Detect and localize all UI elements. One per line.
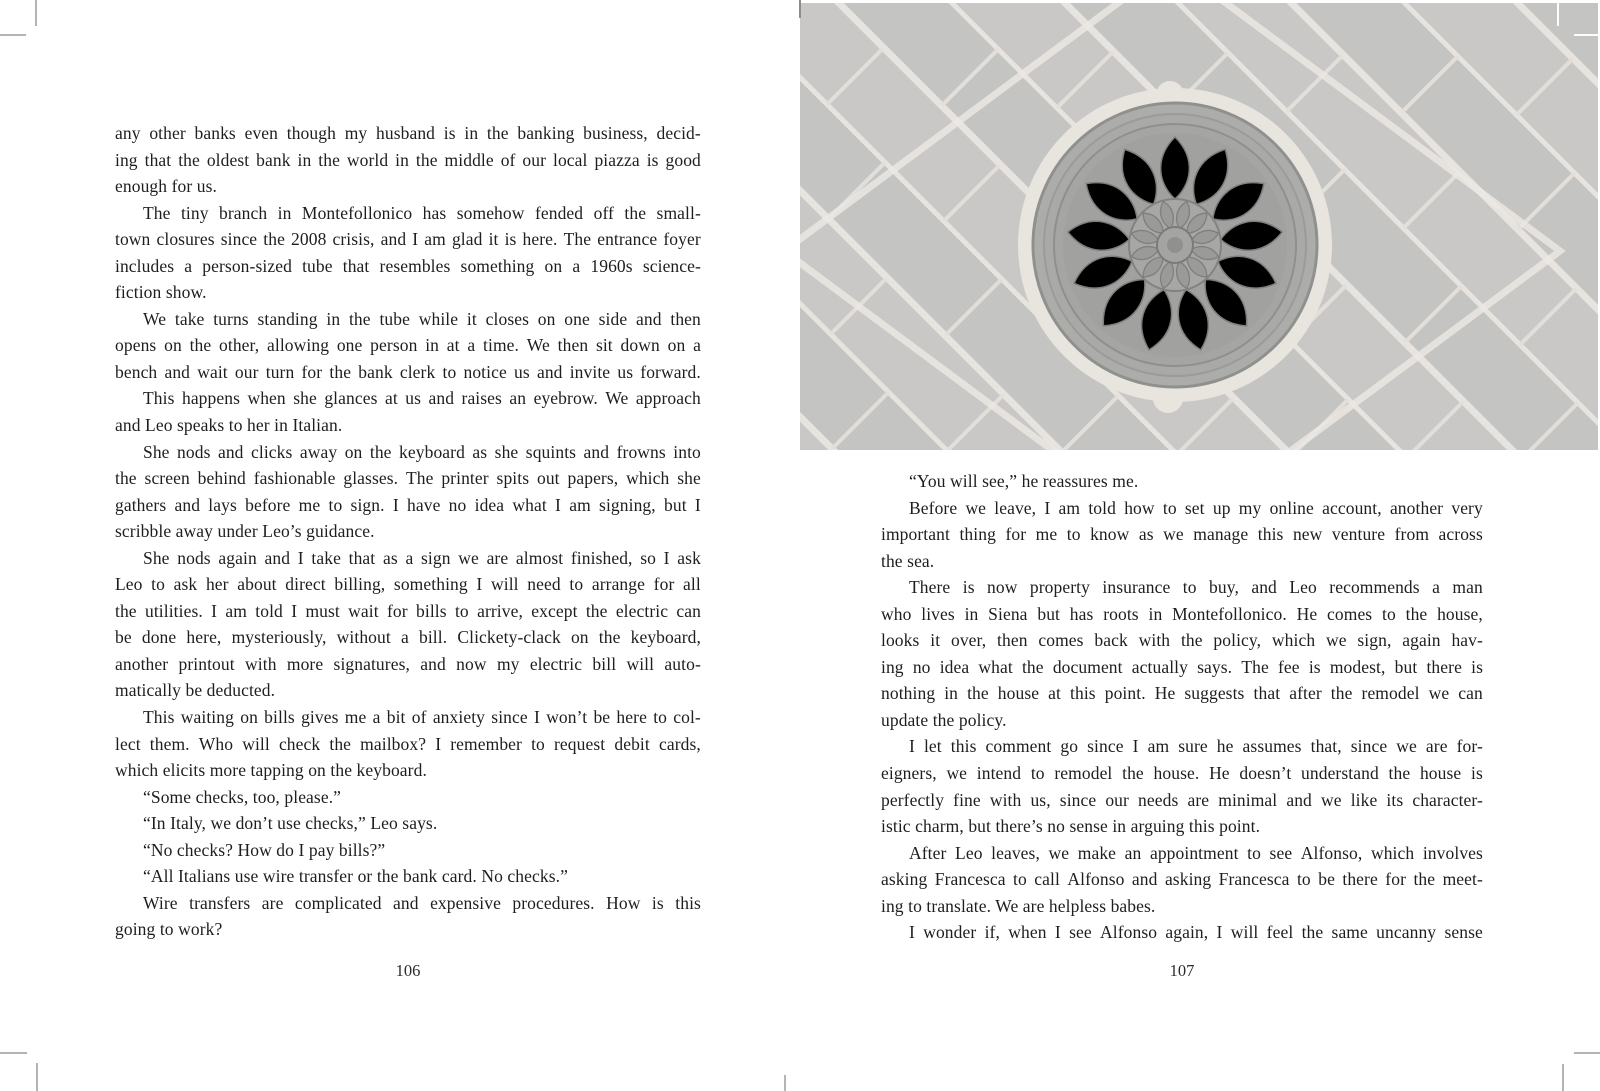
crop-mark-bottom-right-h (1574, 1052, 1600, 1054)
text-line: After Leo leaves, we make an appointment to see Alfonso, which involves (909, 842, 1483, 863)
text-line: ing that the oldest bank in the world in the middle of our local piazza is good (115, 149, 701, 170)
text-line: She nods and clicks away on the keyboard as she squints and frowns into (143, 441, 701, 462)
text-line: perfectly fine with us, since our needs are minimal and we like its character- (881, 789, 1483, 810)
text-line: “You will see,” he reassures me. (909, 471, 1139, 491)
text-line: She nods again and I take that as a sign we are almost finished, so I ask (143, 547, 701, 568)
crop-mark-bottom-center (784, 1075, 786, 1091)
text-line: The tiny branch in Montefollonico has somehow fended off the small- (143, 202, 701, 223)
text-line: going to work? (115, 919, 223, 940)
text-line: We take turns standing in the tube while it closes on one side and then (143, 308, 701, 329)
text-line: the sea. (881, 550, 935, 571)
text-line: be done here, mysteriously, without a bill. Clickety-clack on the keyboard, (115, 627, 701, 648)
text-line: any other banks even though my husband is in the banking business, decid- (115, 123, 701, 143)
text-line: Wire transfers are complicated and expensive procedures. How is this (143, 892, 701, 913)
text-line: “All Italians use wire transfer or the bank card. No checks.” (143, 866, 568, 887)
text-line: istic charm, but there’s no sense in arguing this point. (881, 816, 1261, 837)
text-line: “Some checks, too, please.” (143, 786, 342, 807)
text-line: the utilities. I am told I must wait for bills to arrive, except the electric can (115, 600, 701, 621)
crop-mark-top-right-h (1574, 34, 1600, 36)
crop-mark-top-left-v (35, 0, 37, 26)
text-line: Before we leave, I am told how to set up my online account, another very (909, 497, 1483, 518)
text-line: looks it over, then comes back with the policy, which we sign, again hav- (881, 630, 1483, 651)
text-line: eigners, we intend to remodel the house. He doesn’t understand the house is (881, 763, 1483, 784)
text-line: enough for us. (115, 176, 218, 197)
text-line: lect them. Who will check the mailbox? I remember to request debit cards, (115, 733, 701, 754)
crop-mark-bottom-left-v (36, 1063, 38, 1091)
text-line: town closures since the 2008 crisis, and I am glad it is here. The entrance foyer (115, 229, 701, 250)
right-page-number: 107 (1169, 961, 1195, 980)
crop-mark-bottom-left-h (0, 1052, 27, 1054)
text-line: gathers and lays before me to sign. I have no idea what I am signing, but I (115, 494, 701, 515)
text-line: fiction show. (115, 282, 207, 303)
text-line: This waiting on bills gives me a bit of anxiety since I won’t be here to col- (143, 707, 701, 728)
floor-rosette-photo-art (800, 3, 1598, 450)
crop-mark-top-right-v (1557, 0, 1559, 26)
text-line: includes a person-sized tube that resembles something on a 1960s science- (115, 255, 701, 276)
text-line: There is now property insurance to buy, and Leo recommends a man (909, 577, 1483, 598)
text-line: “In Italy, we don’t use checks,” Leo says. (143, 813, 438, 834)
floor-rosette-photo (800, 3, 1598, 450)
text-line: I wonder if, when I see Alfonso again, I will feel the same uncanny sense (909, 922, 1483, 943)
text-line: who lives in Siena but has roots in Montefollonico. He comes to the house, (881, 603, 1483, 624)
text-line: update the policy. (881, 709, 1007, 730)
text-line: ing to translate. We are helpless babes. (881, 895, 1156, 916)
crop-mark-bottom-right-v (1562, 1064, 1564, 1091)
text-line: scribble away under Leo’s guidance. (115, 521, 375, 542)
left-page-number: 106 (395, 961, 421, 980)
text-line: another printout with more signatures, and now my electric bill will auto- (115, 653, 701, 674)
text-line: important thing for me to know as we manage this new venture from across (881, 524, 1483, 545)
crop-mark-top-left-h (0, 34, 26, 36)
text-line: which elicits more tapping on the keyboard. (115, 760, 427, 781)
text-line: This happens when she glances at us and raises an eyebrow. We approach (143, 388, 701, 409)
text-line: nothing in the house at this point. He suggests that after the remodel we can (881, 683, 1483, 704)
text-line: matically be deducted. (115, 680, 276, 701)
text-line: bench and wait our turn for the bank clerk to notice us and invite us forward. (115, 361, 701, 382)
text-line: the screen behind fashionable glasses. The printer spits out papers, which she (115, 468, 701, 489)
text-line: Leo to ask her about direct billing, something I will need to arrange for all (115, 574, 701, 595)
text-line: opens on the other, allowing one person in at a time. We then sit down on a (115, 335, 701, 356)
right-page-text (881, 468, 1483, 946)
text-line: asking Francesca to call Alfonso and asking Francesca to be there for the meet- (881, 869, 1483, 890)
text-line: I let this comment go since I am sure he assumes that, since we are for- (909, 736, 1483, 757)
crop-mark-top-center (799, 0, 801, 18)
text-line: ing no idea what the document actually says. The fee is modest, but there is (881, 656, 1483, 677)
left-page-text (115, 120, 701, 943)
text-line: and Leo speaks to her in Italian. (115, 415, 343, 436)
text-line: “No checks? How do I pay bills?” (143, 839, 386, 860)
